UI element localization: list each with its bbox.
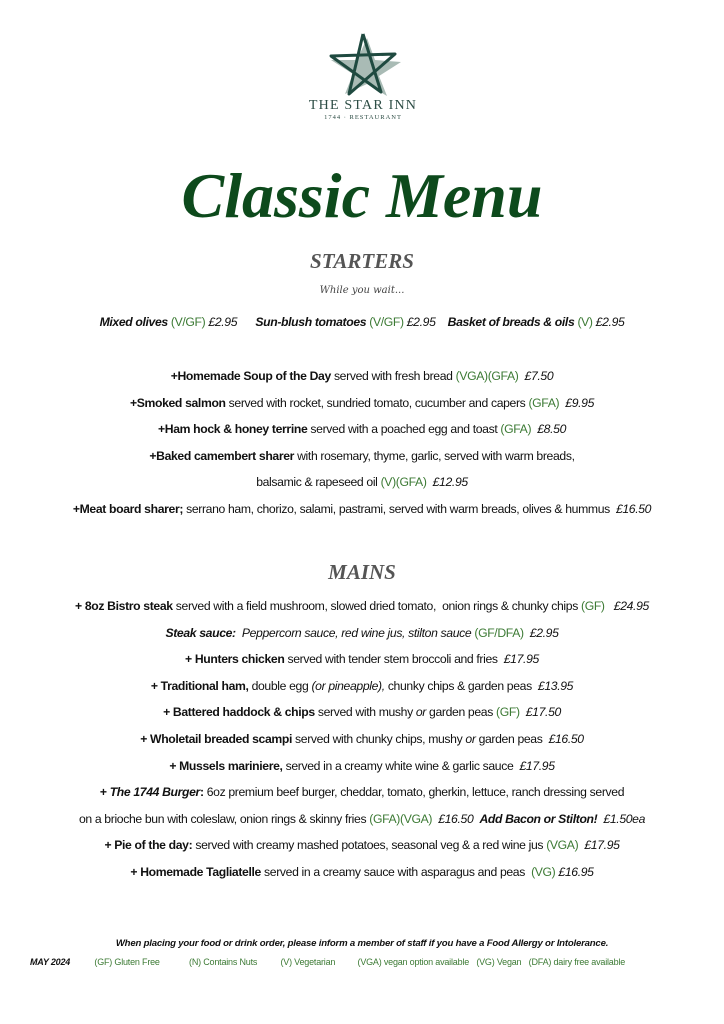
item-text: served in a creamy white wine & garlic sauce (282, 758, 520, 773)
allergy-notice: When placing your food or drink order, please inform a member of staff if you have a Food Allergy or Intolerance. (115, 938, 609, 949)
item-text: served with tender stem broccoli and fries (284, 652, 504, 667)
item-text: served with chunky chips, mushy (292, 731, 466, 746)
dietary-tag: (V)(GFA) (380, 475, 427, 490)
item-text: served with fresh bread (330, 369, 456, 383)
starters-subtitle: While you wait... (319, 285, 405, 296)
item-text: £2.95 (403, 315, 448, 329)
menu-item (0, 859, 724, 886)
menu-item (0, 496, 724, 523)
menu-item (0, 620, 724, 647)
menu-item (0, 593, 724, 620)
starters-heading: STARTERS (310, 249, 414, 273)
item-text: £2.95 (592, 315, 625, 329)
item-text: served with mushy (314, 705, 416, 720)
legend-item: (VGA) vegan option available (357, 957, 470, 967)
item-text: 6oz premium beef burger, cheddar, tomato, gherkin, lettuce, ranch dressing served (203, 785, 625, 800)
item-name: + Battered haddock & chips (163, 705, 315, 720)
mains-list (0, 593, 724, 886)
item-text: £1.50ea (597, 811, 646, 826)
dietary-tag: (V/GF) (369, 315, 404, 329)
dietary-tag: (GF) (496, 705, 520, 720)
legend-item: (V) Vegetarian (280, 957, 336, 967)
dietary-tag: (V) (577, 315, 593, 329)
item-name: The 1744 Burger (109, 785, 200, 800)
item-text: £17.50 (519, 705, 561, 720)
item-text: £2.95 (523, 625, 559, 640)
item-name: Mixed olives (99, 315, 171, 329)
item-name: Steak sauce: (165, 625, 236, 640)
item-text: served with a poached egg and toast (307, 422, 501, 437)
dietary-tag: (GFA)(VGA) (369, 811, 433, 826)
dietary-legend (30, 957, 625, 967)
item-name: + Traditional ham, (150, 678, 249, 693)
dietary-tag: (GFA) (500, 422, 532, 437)
dietary-tag: (VG) (531, 864, 556, 879)
legend-item: (N) Contains Nuts (189, 957, 258, 967)
item-text: on a brioche bun with coleslaw, onion rings & skinny fries (78, 811, 370, 826)
menu-item (0, 416, 724, 443)
item-text: served in a creamy sauce with asparagus and peas (260, 864, 532, 879)
logo-subtitle: 1744 · RESTAURANT (324, 114, 402, 121)
item-name: + (99, 785, 110, 800)
item-text: double egg (248, 678, 312, 693)
dietary-tag: (VGA) (546, 838, 579, 853)
item-text: £13.95 (537, 678, 574, 693)
star-logo-icon (323, 32, 403, 98)
logo-name: THE STAR INN (308, 98, 418, 113)
item-text: £24.95 (604, 599, 649, 613)
item-text: £16.50 (548, 731, 584, 746)
item-text: served with creamy mashed potatoes, seasonal veg & a red wine jus (192, 838, 547, 853)
item-name: Sun-blush tomatoes (255, 315, 370, 329)
item-text: £17.95 (519, 758, 555, 773)
item-text: £9.95 (559, 395, 595, 410)
menu-item (0, 779, 724, 806)
item-name: + Wholetail breaded scampi (140, 731, 293, 746)
item-name: +Meat board sharer; (72, 501, 184, 516)
item-name: + Pie of the day: (104, 838, 193, 853)
item-text: £2.95 (205, 315, 256, 329)
menu-item (0, 390, 724, 417)
menu-item (0, 673, 724, 700)
menu-item (0, 726, 724, 753)
item-text: served with rocket, sundried tomato, cucumber and capers (225, 395, 529, 410)
item-name: + Homemade Tagliatelle (130, 864, 261, 879)
item-name: +Ham hock & honey terrine (157, 422, 308, 437)
dietary-tag: (GFA) (528, 395, 560, 410)
menu-item (0, 309, 724, 336)
item-text: with rosemary, thyme, garlic, served with warm breads, (294, 448, 575, 463)
item-name: Add Bacon or Stilton! (479, 811, 598, 826)
menu-item (0, 806, 724, 833)
item-name: +Baked camembert sharer (149, 448, 295, 463)
item-text: serrano ham, chorizo, salami, pastrami, served with warm breads, olives & hummus (183, 501, 616, 516)
item-text: £16.50 (615, 501, 652, 516)
legend-item: (GF) Gluten Free (94, 957, 160, 967)
item-text: £16.50 (432, 811, 480, 826)
menu-item (0, 443, 724, 470)
menu-item (0, 753, 724, 780)
item-text: balsamic & rapeseed oil (256, 475, 381, 490)
item-text: £8.50 (531, 422, 566, 437)
dietary-tag: (GF) (581, 599, 605, 613)
item-text: £7.50 (518, 369, 554, 383)
item-text: Peppercorn sauce, red wine jus, stilton sauce (235, 625, 475, 640)
menu-item (0, 469, 724, 496)
legend-item: (VG) Vegan (476, 957, 522, 967)
item-name: + 8oz Bistro steak (75, 599, 173, 613)
dietary-tag: (V/GF) (170, 315, 206, 329)
item-text: garden peas (475, 731, 549, 746)
dietary-tag: (VGA)(GFA) (455, 369, 519, 383)
item-text: (or pineapple), (311, 678, 385, 693)
item-name: : (199, 785, 204, 800)
dietary-tag: (GF/DFA) (474, 625, 524, 640)
menu-item (0, 646, 724, 673)
menu-item (0, 699, 724, 726)
menu-title: Classic Menu (181, 160, 543, 231)
item-text: £12.95 (426, 475, 468, 490)
item-name: + Mussels mariniere, (169, 758, 283, 773)
menu-item (0, 832, 724, 859)
nibbles-list (0, 309, 724, 336)
menu-item (0, 363, 724, 390)
item-name: Basket of breads & oils (447, 315, 578, 329)
item-text: served with a field mushroom, slowed dried tomato, onion rings & chunky chips (172, 599, 581, 613)
menu-date: MAY 2024 (30, 957, 71, 967)
item-text: £17.95 (578, 838, 620, 853)
item-text: or (415, 705, 427, 720)
item-text: garden peas (426, 705, 497, 720)
legend-item: (DFA) dairy free available (528, 957, 626, 967)
item-text: or (465, 731, 476, 746)
item-name: +Smoked salmon (129, 395, 226, 410)
item-name: +Homemade Soup of the Day (170, 369, 331, 383)
item-text: £17.95 (503, 652, 539, 667)
item-text: chunky chips & garden peas (384, 678, 538, 693)
item-text: £16.95 (555, 864, 594, 879)
item-name: + Hunters chicken (185, 652, 285, 667)
starters-list (0, 363, 724, 523)
mains-heading: MAINS (328, 560, 396, 584)
restaurant-logo (298, 32, 428, 128)
